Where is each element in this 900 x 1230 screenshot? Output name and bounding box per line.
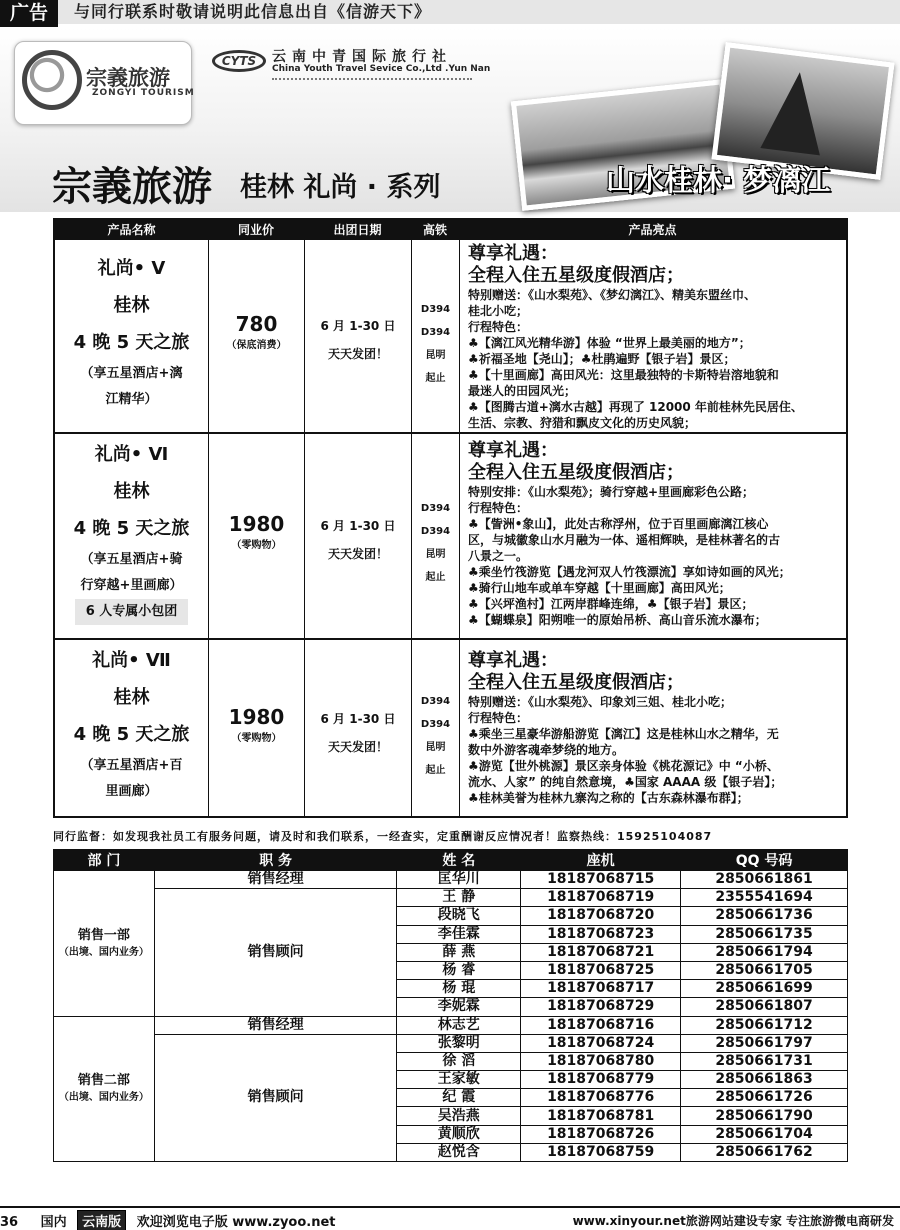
header-name: 姓 名	[397, 850, 521, 871]
staff-phone: 18187068759	[521, 1143, 681, 1161]
rail-train: D394	[420, 696, 451, 707]
highlight-line: 八景之一。	[468, 549, 529, 563]
product-table-header	[55, 220, 846, 240]
highlight-line: 桂北小吃；	[468, 304, 529, 318]
agency-name-cn: 云南中青国际旅行社	[272, 49, 452, 65]
logo-name-cn: 宗義旅游	[86, 66, 170, 90]
highlights-cell	[468, 440, 844, 628]
row-divider	[55, 432, 846, 434]
rail-cell	[412, 298, 459, 390]
footer-website[interactable]: 欢迎浏览电子版 www.zyoo.net	[136, 1215, 336, 1230]
departure-date: 6 月 1-30 日	[320, 519, 396, 533]
highlight-line: ♣游览【世外桃源】景区亲身体验《桃花源记》中 “小桥、	[468, 759, 779, 773]
staff-name: 王家敏	[397, 1071, 521, 1089]
highlight-line: 最迷人的田园风光；	[468, 384, 577, 398]
product-name-cell	[55, 250, 208, 413]
staff-qq: 2850661863	[681, 1071, 848, 1089]
highlight-line: ♣桂林美誉为桂林九寨沟之称的【古东森林瀑布群】；	[468, 791, 749, 805]
date-cell	[305, 705, 411, 761]
staff-phone: 18187068721	[521, 943, 681, 961]
staff-phone: 18187068779	[521, 1071, 681, 1089]
staff-qq: 2850661807	[681, 998, 848, 1016]
departure-date: 6 月 1-30 日	[320, 712, 396, 726]
footer-right[interactable]: www.xinyour.net旅游网站建设专家 专注旅游微电商研发	[572, 1214, 894, 1228]
staff-name: 杨 睿	[397, 961, 521, 979]
staff-phone: 18187068726	[521, 1125, 681, 1143]
footer-left	[0, 1210, 336, 1230]
ad-tag: 广告	[0, 0, 58, 27]
staff-qq: 2850661797	[681, 1034, 848, 1052]
role-cell: 销售经理	[154, 871, 397, 889]
highlight-title: 全程入住五星级度假酒店；	[468, 265, 684, 286]
price-note: （零购物）	[231, 733, 282, 744]
price-value: 1980	[228, 512, 285, 536]
staff-name: 张黎明	[397, 1034, 521, 1052]
role-cell: 销售经理	[154, 1016, 397, 1034]
staff-qq: 2850661762	[681, 1143, 848, 1161]
staff-name: 徐 滔	[397, 1052, 521, 1070]
department-note: （出境、国内业务）	[58, 946, 149, 958]
staff-qq: 2850661790	[681, 1107, 848, 1125]
table-row	[54, 1016, 848, 1034]
rail-note: 起止	[425, 765, 446, 776]
staff-phone: 18187068720	[521, 907, 681, 925]
role-cell: 销售顾问	[154, 1034, 397, 1161]
series-title: 桂林 礼尚 · 系列	[240, 172, 441, 203]
staff-phone: 18187068776	[521, 1089, 681, 1107]
header-product-name: 产品名称	[107, 223, 156, 237]
staff-header-row	[54, 850, 848, 871]
staff-phone: 18187068716	[521, 1016, 681, 1034]
staff-qq: 2355541694	[681, 889, 848, 907]
department-cell	[54, 1016, 155, 1162]
highlight-line: 流水、人家” 的纯自然意境，♣国家 AAAA 级【银子岩】；	[468, 775, 783, 789]
column-divider	[459, 220, 460, 816]
date-cell	[305, 312, 411, 368]
rail-train: D394	[420, 304, 451, 315]
header-date: 出团日期	[333, 223, 382, 237]
page-number: 36	[0, 1215, 19, 1230]
header-price: 同业价	[237, 223, 274, 237]
highlight-title: 尊享礼遇：	[468, 243, 558, 264]
departure-date: 6 月 1-30 日	[320, 319, 396, 333]
highlight-line: ♣【漓江风光精华游】体验 “世界上最美丽的地方”；	[468, 336, 751, 350]
header-department: 部 门	[54, 850, 155, 871]
highlight-title: 全程入住五星级度假酒店；	[468, 462, 684, 483]
footer-section: 国内	[40, 1215, 67, 1230]
price-value: 1980	[228, 705, 285, 729]
product-series: 礼尚• Ⅶ	[92, 650, 171, 671]
highlight-line: 特别赠送：《山水梨苑》、《梦幻漓江》、精美东盟丝巾、	[468, 288, 757, 302]
staff-name: 林志艺	[397, 1016, 521, 1034]
staff-phone: 18187068724	[521, 1034, 681, 1052]
price-cell	[209, 512, 304, 551]
agency-name-en: China Youth Travel Sevice Co.,Ltd .Yun Nan	[272, 64, 491, 74]
rail-train: D394	[420, 526, 451, 537]
highlights-cell	[468, 243, 844, 431]
staff-qq: 2850661712	[681, 1016, 848, 1034]
highlight-title: 尊享礼遇：	[468, 650, 558, 671]
header-role: 职 务	[154, 850, 397, 871]
departure-note: 天天发团！	[327, 740, 388, 754]
header-qq: QQ 号码	[681, 850, 848, 871]
supervision-notice: 同行监督：如发现我社员工有服务问题，请及时和我们联系，一经查实，定重酬谢反应情况者！监察热线：15925104087	[53, 830, 713, 843]
staff-phone: 18187068780	[521, 1052, 681, 1070]
highlight-line: 行程特色：	[468, 711, 529, 725]
staff-name: 薛 燕	[397, 943, 521, 961]
highlight-line: ♣【兴坪渔村】江两岸群峰连绵，♣【银子岩】景区；	[468, 597, 754, 611]
rail-train: D394	[420, 719, 451, 730]
product-note: 6 人专属小包团	[75, 599, 188, 625]
pagoda-icon	[760, 69, 829, 156]
highlight-line: ♣骑行山地车或单车穿越【十里画廊】高田风光；	[468, 581, 731, 595]
highlight-line: 生活、宗教、狩猎和飘皮文化的历史风貌；	[468, 416, 697, 430]
highlight-line: 特别赠送：《山水梨苑》、印象刘三姐、桂北小吃；	[468, 695, 733, 709]
date-cell	[305, 512, 411, 568]
product-note: （享五星酒店+漓	[80, 366, 183, 381]
staff-phone: 18187068781	[521, 1107, 681, 1125]
staff-table	[53, 849, 848, 1162]
cyts-logo-icon: CYTS	[212, 50, 266, 72]
rail-cell	[412, 690, 459, 782]
product-name-cell	[55, 642, 208, 805]
staff-qq: 2850661704	[681, 1125, 848, 1143]
rail-cell	[412, 497, 459, 589]
department-cell	[54, 871, 155, 1017]
product-note: 行穿越+里画廊）	[80, 578, 183, 593]
price-cell	[209, 312, 304, 351]
product-duration: 4 晚 5 天之旅	[73, 724, 190, 745]
staff-qq: 2850661705	[681, 961, 848, 979]
department-name: 销售二部	[77, 1073, 130, 1089]
staff-name: 王 静	[397, 889, 521, 907]
rail-note: 起止	[425, 572, 446, 583]
staff-qq: 2850661699	[681, 980, 848, 998]
staff-name: 李佳霖	[397, 925, 521, 943]
role-cell: 销售顾问	[154, 889, 397, 1016]
highlight-line: ♣乘坐竹筏游览【遇龙河双人竹筏漂流】享如诗如画的风光；	[468, 565, 791, 579]
price-cell	[209, 705, 304, 744]
staff-name: 杨 琨	[397, 980, 521, 998]
highlight-line: 行程特色：	[468, 501, 529, 515]
staff-phone: 18187068715	[521, 871, 681, 889]
highlight-line: ♣【十里画廊】高田风光：这里最独特的卡斯特岩溶地貌和	[468, 368, 779, 382]
staff-qq: 2850661731	[681, 1052, 848, 1070]
product-destination: 桂林	[113, 481, 150, 502]
staff-name: 匡华川	[397, 871, 521, 889]
product-destination: 桂林	[113, 687, 150, 708]
highlight-line: 区，与城徽象山水月融为一体、遥相辉映，是桂林著名的古	[468, 533, 781, 547]
agency-divider	[272, 78, 472, 86]
product-note: 里画廊）	[105, 784, 158, 799]
highlight-line: 行程特色：	[468, 320, 529, 334]
rail-city: 昆明	[425, 549, 446, 560]
staff-qq: 2850661735	[681, 925, 848, 943]
product-duration: 4 晚 5 天之旅	[73, 518, 190, 539]
staff-qq: 2850661794	[681, 943, 848, 961]
table-row	[54, 1034, 848, 1052]
product-series: 礼尚• Ⅵ	[94, 444, 169, 465]
staff-name: 赵悦含	[397, 1143, 521, 1161]
price-note: （零购物）	[231, 540, 282, 551]
product-note: 江精华）	[105, 392, 158, 407]
staff-qq: 2850661736	[681, 907, 848, 925]
departure-note: 天天发团！	[327, 347, 388, 361]
department-name: 销售一部	[77, 927, 130, 943]
staff-qq: 2850661861	[681, 871, 848, 889]
footer-divider	[0, 1206, 900, 1208]
product-duration: 4 晚 5 天之旅	[73, 332, 190, 353]
ad-notice: 与同行联系时敬请说明此信息出自《信游天下》	[74, 2, 432, 21]
edition-badge: 云南版	[77, 1210, 126, 1230]
highlight-line: ♣祈福圣地【尧山】；♣杜鹃遍野【银子岩】景区；	[468, 352, 736, 366]
product-note: （享五星酒店+骑	[80, 552, 183, 567]
staff-qq: 2850661726	[681, 1089, 848, 1107]
rail-city: 昆明	[425, 742, 446, 753]
departure-note: 天天发团！	[327, 547, 388, 561]
department-note: （出境、国内业务）	[58, 1092, 149, 1104]
highlight-title: 全程入住五星级度假酒店；	[468, 672, 684, 693]
staff-name: 吴浩燕	[397, 1107, 521, 1125]
product-note: （享五星酒店+百	[80, 758, 183, 773]
staff-phone: 18187068723	[521, 925, 681, 943]
table-row	[54, 871, 848, 889]
rail-train: D394	[420, 503, 451, 514]
highlights-cell	[468, 650, 844, 806]
rail-train: D394	[420, 327, 451, 338]
staff-name: 段晓飞	[397, 907, 521, 925]
table-row	[54, 889, 848, 907]
highlight-line: ♣【蝴蝶泉】阳朔唯一的原始吊桥、高山音乐流水瀑布；	[468, 613, 767, 627]
row-divider	[55, 638, 846, 640]
header-rail: 高铁	[422, 223, 447, 237]
staff-phone: 18187068725	[521, 961, 681, 979]
footprint-logo-icon	[22, 50, 82, 110]
staff-phone: 18187068719	[521, 889, 681, 907]
staff-name: 黄顺欣	[397, 1125, 521, 1143]
product-name-cell	[55, 436, 208, 625]
highlight-line: 数中外游客魂牵梦绕的地方。	[468, 743, 625, 757]
logo-name-en: ZONGYI TOURISM	[92, 88, 195, 98]
staff-phone: 18187068729	[521, 998, 681, 1016]
product-destination: 桂林	[113, 295, 150, 316]
product-series: 礼尚• Ⅴ	[97, 258, 166, 279]
main-title: 宗義旅游	[52, 164, 212, 210]
banner-title: 山水桂林· 梦漓江	[606, 163, 831, 197]
rail-city: 昆明	[425, 350, 446, 361]
header-phone: 座机	[521, 850, 681, 871]
price-note: （保底消费）	[226, 340, 287, 351]
highlight-line: ♣【图腾古道+漓水古越】再现了 12000 年前桂林先民居住、	[468, 400, 803, 414]
rail-note: 起止	[425, 373, 446, 384]
highlight-line: 特别安排：《山水梨苑》；骑行穿越+里画廊彩色公路；	[468, 485, 755, 499]
highlight-line: ♣【訾洲•象山】，此处古称浮州，位于百里画廊漓江核心	[468, 517, 769, 531]
price-value: 780	[235, 312, 278, 336]
header-highlights: 产品亮点	[628, 223, 677, 237]
highlight-title: 尊享礼遇：	[468, 440, 558, 461]
staff-phone: 18187068717	[521, 980, 681, 998]
staff-name: 纪 霞	[397, 1089, 521, 1107]
staff-name: 李妮霖	[397, 998, 521, 1016]
highlight-line: ♣乘坐三星豪华游船游览【漓江】这是桂林山水之精华，无	[468, 727, 779, 741]
